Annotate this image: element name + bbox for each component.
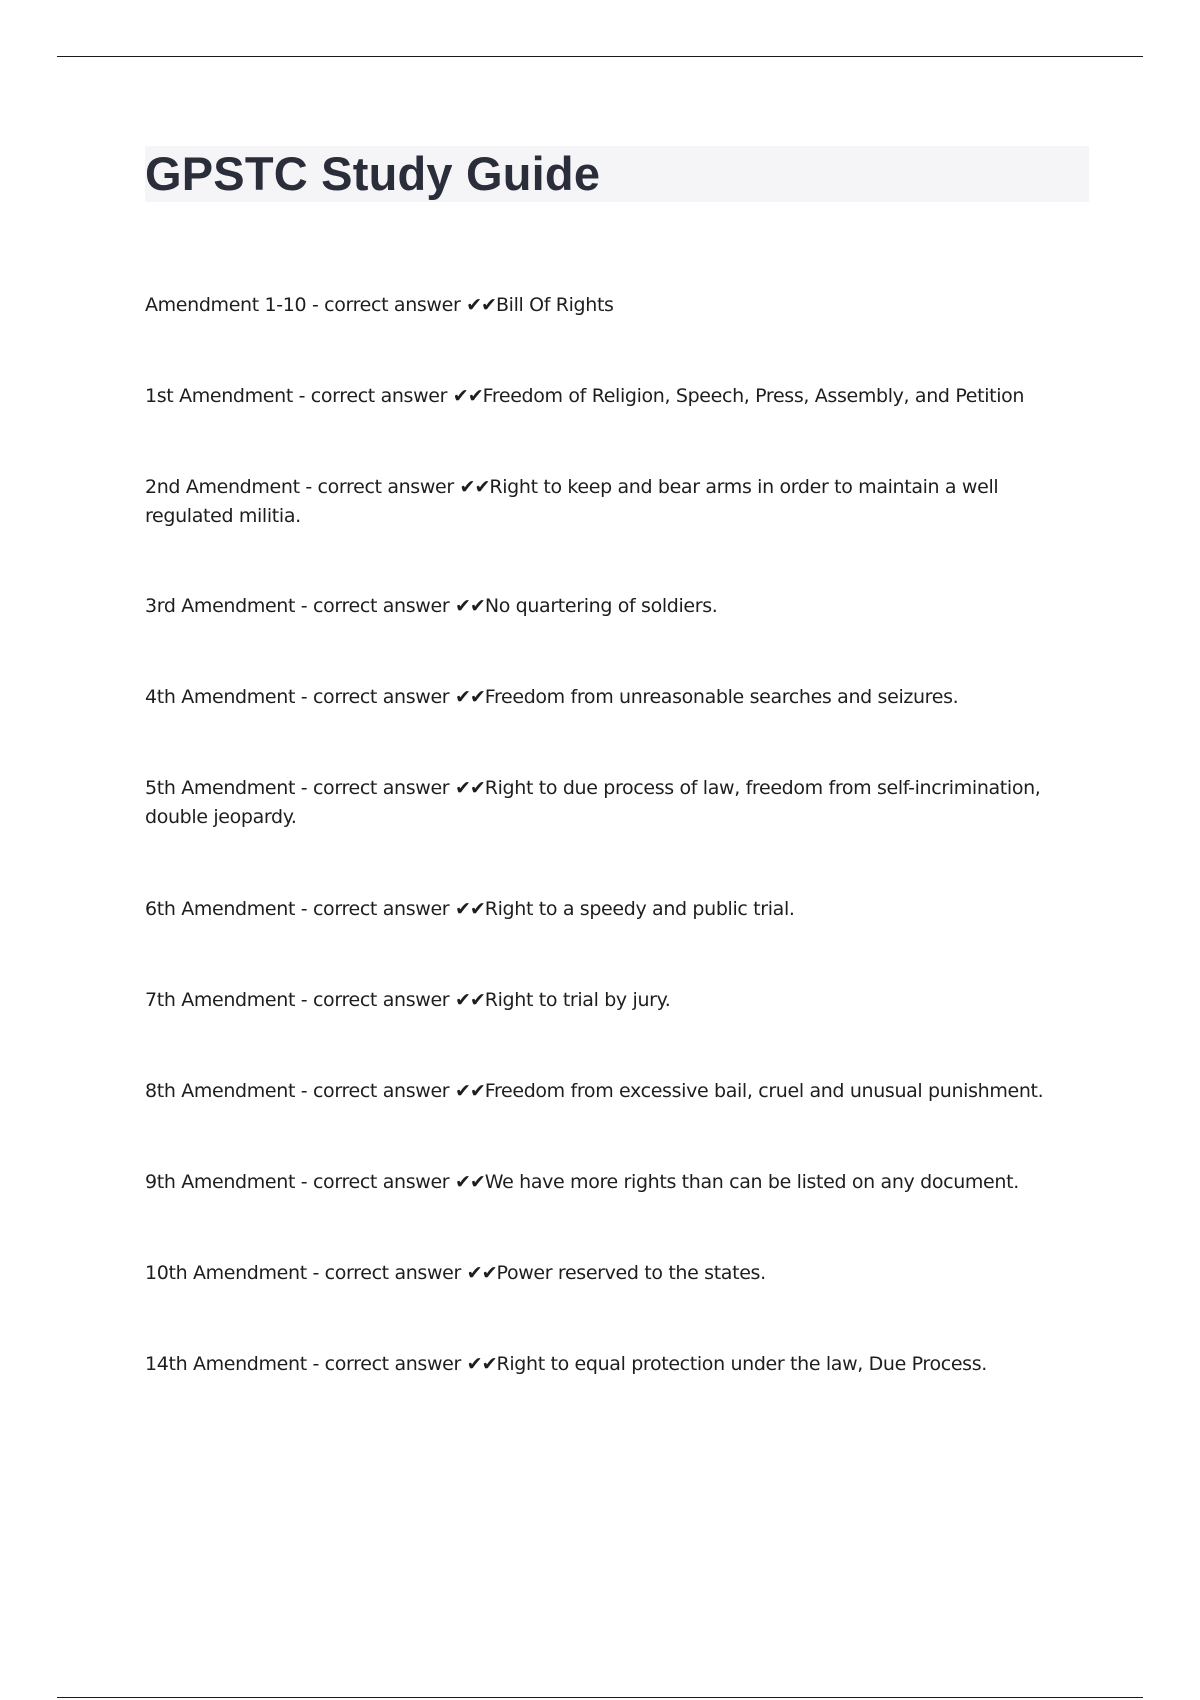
bottom-rule [57,1697,1143,1698]
qa-answer: We have more rights than can be listed on any document. [484,1171,1019,1193]
qa-term: 10th Amendment [145,1262,307,1284]
qa-separator: - correct answer [292,385,453,407]
top-rule [57,56,1143,57]
qa-entry-10th-amendment [145,1259,1085,1288]
qa-answer: Right to keep and bear arms in order to maintain a well regulated militia. [145,476,999,527]
double-check-icon: ✔✔ [454,686,485,708]
qa-separator: - correct answer [295,989,455,1011]
qa-answer: Bill Of Rights [495,294,614,316]
qa-entry-14th-amendment [145,1350,1085,1379]
qa-answer: Right to equal protection under the law, Due Process. [496,1353,987,1375]
qa-entry-4th-amendment [145,683,1085,712]
qa-answer: Right to due process of law, freedom from self-incrimination, double jeopardy. [145,777,1041,828]
qa-term: 8th Amendment [145,1080,296,1102]
qa-term: 6th Amendment [145,898,296,920]
qa-entry-1st-amendment [145,382,1085,411]
qa-entry-5th-amendment [145,774,1085,832]
qa-answer: Right to a speedy and public trial. [484,898,795,920]
qa-separator: - correct answer [295,777,455,799]
qa-answer: No quartering of soldiers. [484,595,718,617]
qa-separator: - correct answer [306,1262,467,1284]
qa-separator: - correct answer [299,476,460,498]
qa-separator: - correct answer [295,1171,455,1193]
qa-term: 5th Amendment [145,777,296,799]
qa-separator: - correct answer [306,1353,467,1375]
qa-separator: - correct answer [295,595,455,617]
qa-answer: Freedom from unreasonable searches and seizures. [484,686,959,708]
qa-term: 14th Amendment [145,1353,307,1375]
qa-term: 1st Amendment [145,385,293,407]
qa-answer: Freedom from excessive bail, cruel and unusual punishment. [484,1080,1044,1102]
double-check-icon: ✔✔ [466,1353,497,1375]
qa-answer: Power reserved to the states. [496,1262,766,1284]
qa-separator: - correct answer [306,294,467,316]
qa-term: 3rd Amendment [145,595,296,617]
double-check-icon: ✔✔ [454,595,485,617]
qa-term: 9th Amendment [145,1171,296,1193]
double-check-icon: ✔✔ [454,989,485,1011]
qa-term: 7th Amendment [145,989,296,1011]
double-check-icon: ✔✔ [466,294,496,316]
qa-term: Amendment 1-10 [145,294,307,316]
qa-entry-8th-amendment [145,1077,1085,1106]
qa-answer: Freedom of Religion, Speech, Press, Assembly, and Petition [482,385,1025,407]
qa-entry-amendments-1-10 [145,291,1085,320]
double-check-icon: ✔✔ [466,1262,497,1284]
double-check-icon: ✔✔ [454,1171,485,1193]
qa-entry-7th-amendment [145,986,1085,1015]
double-check-icon: ✔✔ [459,476,490,498]
document-title: GPSTC Study Guide [145,147,601,200]
qa-answer: Right to trial by jury. [484,989,671,1011]
qa-entry-9th-amendment [145,1168,1085,1197]
qa-separator: - correct answer [295,686,455,708]
qa-term: 2nd Amendment [145,476,300,498]
qa-entry-6th-amendment [145,895,1085,924]
qa-separator: - correct answer [295,898,455,920]
qa-separator: - correct answer [295,1080,455,1102]
double-check-icon: ✔✔ [454,898,485,920]
double-check-icon: ✔✔ [454,777,485,799]
double-check-icon: ✔✔ [454,1080,485,1102]
qa-term: 4th Amendment [145,686,296,708]
double-check-icon: ✔✔ [452,385,483,407]
qa-entry-2nd-amendment [145,473,1085,531]
qa-entry-3rd-amendment [145,592,1085,621]
